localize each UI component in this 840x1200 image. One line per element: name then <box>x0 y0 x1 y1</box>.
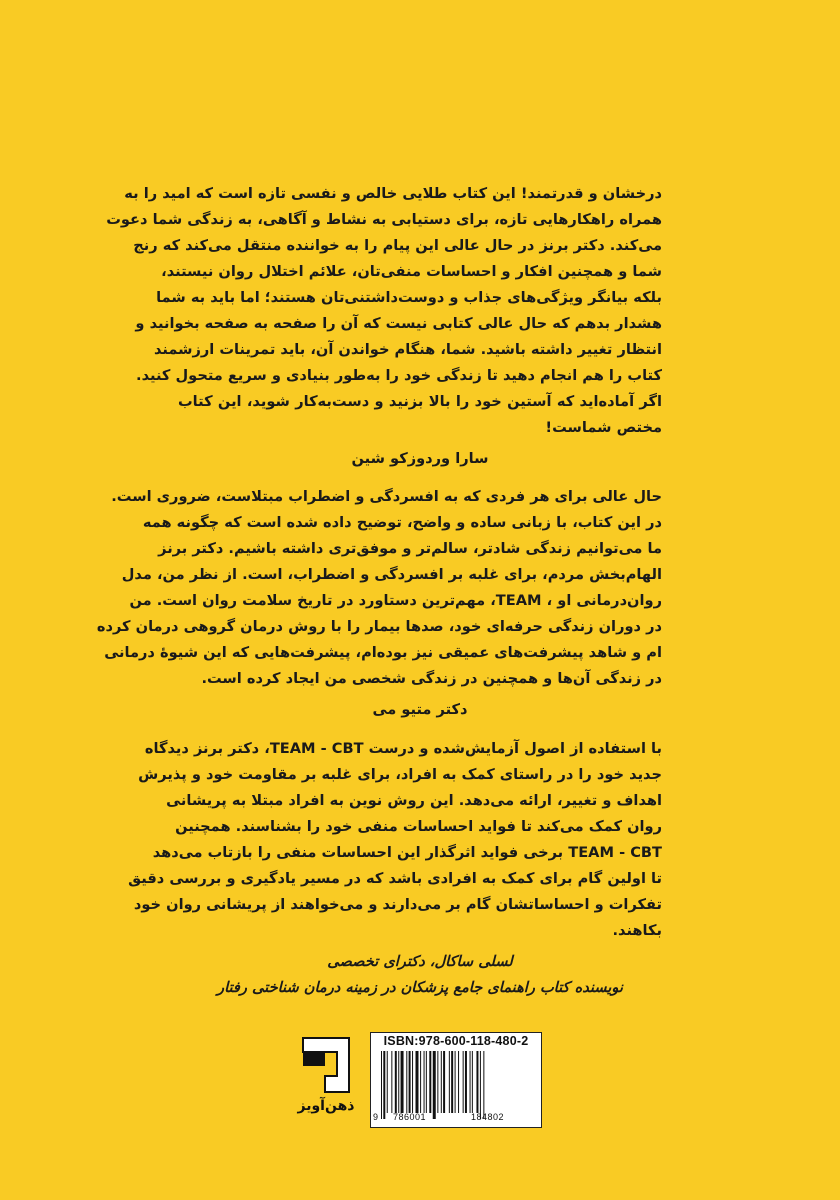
barcode-digit-prefix: 9 <box>373 1112 379 1122</box>
barcode-bar <box>455 1051 456 1113</box>
endorsement-2-line: الهام‌بخش مردم، برای غلبه بر افسردگی و اضطراب، است. از نظر من، مدل <box>121 566 662 583</box>
endorsement-1-line: کتاب را هم انجام دهید تا زندگی خود را به‌طور بنیادی و سریع متحول کنید. <box>136 367 662 384</box>
barcode-bar <box>449 1051 450 1113</box>
barcode-bar <box>412 1051 413 1113</box>
endorsement-3-line5-post: برخی فواید اثرگذار این احساسات منفی را بازتاب می‌دهد <box>152 844 569 861</box>
barcode-bar <box>433 1051 436 1119</box>
endorsement-2-text <box>96 484 662 692</box>
endorsement-2-line5-post: ، مهم‌ترین دستاورد در تاریخ سلامت روان است. من <box>129 592 496 609</box>
endorsement-1-line: شما و همچنین افکار و احساسات منفی‌تان، علائم اختلال روان نیستند، <box>161 263 662 280</box>
endorsement-1-line: بلکه بیانگر ویژگی‌های جذاب و دوست‌داشتنی‌تان هستند؛ اما باید به شما <box>156 289 662 306</box>
endorsement-3-line: بکاهند. <box>612 922 662 939</box>
barcode-bar <box>387 1051 388 1113</box>
endorsement-3-text <box>128 736 662 944</box>
endorsement-3-line <box>152 840 662 866</box>
barcode-bar <box>472 1051 473 1113</box>
endorsement-1-line: می‌کند. دکتر برنز در حال عالی این پیام را به خواننده منتقل می‌کند که رنج <box>133 237 662 254</box>
barcode-bar <box>420 1051 421 1113</box>
endorsement-2-author: دکتر متیو می <box>372 701 468 718</box>
barcode-bar <box>424 1051 425 1113</box>
endorsement-2-line: ام و شاهد پیشرفت‌های عمیقی نیز بوده‌ام، پیشرفت‌هایی که این شیوهٔ درمانی <box>104 644 662 661</box>
barcode-bar <box>429 1051 431 1113</box>
endorsement-2-line5-pre: روان‌درمانی او ، <box>541 592 662 609</box>
endorsement-1-line: انتظار تغییر داشته باشید. شما، هنگام خواندن آن، باید تمرینات ارزشمند <box>153 341 662 358</box>
barcode-bar <box>381 1051 382 1119</box>
barcode-digits-left: 786001 <box>393 1112 427 1122</box>
endorsement-3-credit-name: لسلی ساکال، دکترای تخصصی <box>327 953 513 970</box>
endorsement-1-author: سارا وردوزکو شین <box>351 450 489 467</box>
endorsement-1-line: هشدار بدهم که حال عالی کتابی نیست که آن را صفحه به صفحه بخوانید و <box>135 315 662 332</box>
barcode-bar <box>416 1051 419 1113</box>
barcode-bar <box>443 1051 445 1113</box>
endorsement-3-line: تفکرات و احساساتشان گام بر می‌دارند و می‌خواهند از پریشانی روان خود <box>133 896 662 913</box>
endorsement-3-line <box>144 736 662 762</box>
isbn-barcode-block <box>370 1032 542 1128</box>
barcode-digits-right: 184802 <box>471 1112 505 1122</box>
endorsement-1 <box>106 181 662 472</box>
endorsement-2-line: در دوران زندگی حرفه‌ای خود، صدها بیمار را با روش درمان گروهی درمان کرده <box>96 618 662 635</box>
endorsement-3-line: روان کمک می‌کند تا فواید احساسات منفی خود را بشناسند. همچنین <box>175 818 662 835</box>
barcode-bar <box>483 1051 484 1119</box>
endorsement-1-text <box>106 181 662 441</box>
team-cbt-term: TEAM - CBT <box>269 740 364 757</box>
barcode-bar <box>480 1051 481 1119</box>
endorsement-2-line: در این کتاب، با زبانی ساده و واضح، توضیح داده شده است که چگونه همه <box>142 514 662 531</box>
barcode-bar <box>426 1051 427 1113</box>
barcode-bar <box>458 1051 459 1113</box>
endorsement-3-line: جدید خود را در راستای کمک به افراد، برای غلبه بر مقاومت خود و پذیرش <box>138 766 662 783</box>
barcode-bar <box>463 1051 464 1113</box>
team-cbt-term: TEAM - CBT <box>568 844 662 861</box>
endorsement-1-line: مختص شماست! <box>545 419 662 436</box>
barcode-bar <box>470 1051 471 1113</box>
endorsement-1-line: درخشان و قدرتمند! این کتاب طلایی خالص و نفسی تازه است که امید را به <box>124 185 662 202</box>
barcode-bar <box>409 1051 411 1113</box>
barcode-bar <box>391 1051 392 1113</box>
endorsement-3-credit-title: نویسنده کتاب راهنمای جامع پزشکان در زمینه درمان شناختی رفتار <box>217 979 623 996</box>
publisher-logo-icon <box>295 1030 357 1100</box>
endorsement-3 <box>128 736 662 1001</box>
endorsement-3-line1-pre: با استفاده از اصول آزمایش‌شده و درست <box>363 740 662 757</box>
publisher-logo <box>295 1030 357 1126</box>
barcode-bar <box>401 1051 404 1113</box>
barcode-bar <box>383 1051 385 1119</box>
barcode-bar <box>395 1051 397 1113</box>
endorsement-2 <box>96 484 662 723</box>
endorsement-2-line: در زندگی آن‌ها و همچنین در زندگی شخصی من ایجاد کرده است. <box>201 670 662 687</box>
endorsement-3-line1-post: ، دکتر برنز دیدگاه <box>144 740 270 757</box>
barcode-bar <box>441 1051 442 1113</box>
endorsement-3-line: اهداف و تغییر، ارائه می‌دهد. این روش نوین به افراد مبتلا به پریشانی <box>166 792 662 809</box>
isbn-label: ISBN:978-600-118-480-2 <box>383 1034 529 1048</box>
team-term: TEAM <box>495 592 542 609</box>
endorsement-1-line: اگر آماده‌اید که آستین خود را بالا بزنید و دست‌به‌کار شوید، این کتاب <box>178 393 662 410</box>
endorsement-2-line: ما می‌توانیم زندگی شادتر، سالم‌تر و موفق‌تری داشته باشیم. دکتر برنز <box>158 540 662 557</box>
barcode-bar <box>406 1051 407 1113</box>
endorsement-2-line: حال عالی برای هر فردی که به افسردگی و اضطراب مبتلاست، ضروری است. <box>111 488 662 505</box>
barcode-bar <box>465 1051 467 1113</box>
barcode-bar <box>451 1051 453 1113</box>
barcode-bar <box>398 1051 399 1113</box>
endorsement-2-line <box>129 588 662 614</box>
barcode-bar <box>476 1051 478 1113</box>
barcode-bar <box>437 1051 438 1113</box>
endorsement-1-line: همراه راهکارهایی تازه، برای دستیابی به نشاط و آگاهی، به زندگی شما دعوت <box>106 211 662 228</box>
publisher-logo-name: ذهن‌آویز <box>297 1098 355 1114</box>
endorsement-3-line: تا اولین گام برای کمک به افرادی باشد که در مسیر یادگیری و بررسی دقیق <box>128 870 662 887</box>
